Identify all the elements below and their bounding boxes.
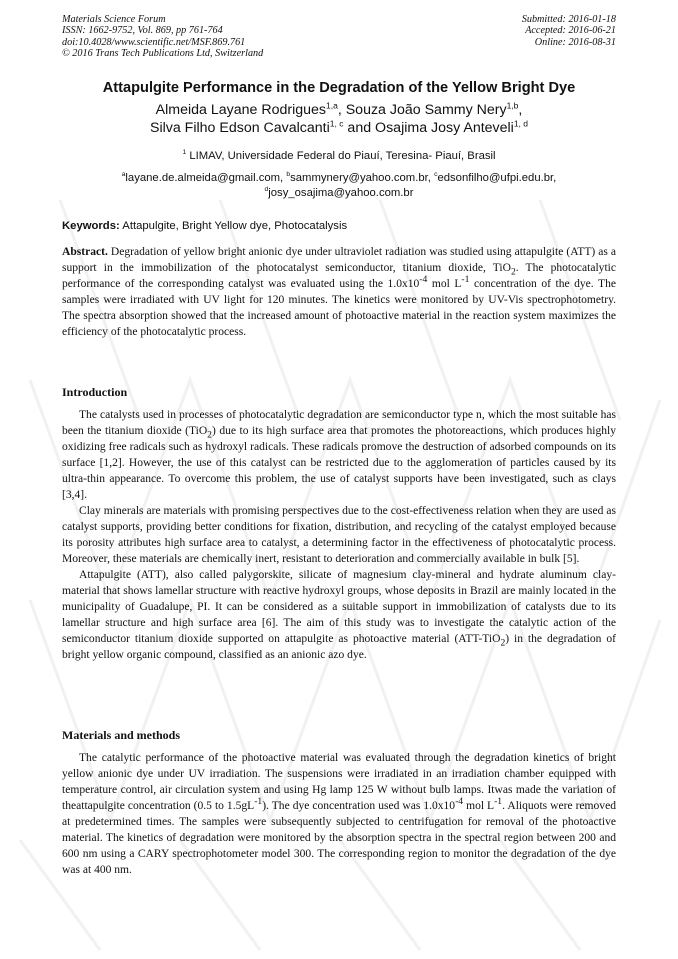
subscript: 2 [207,429,212,441]
author-separator: , [518,102,523,118]
abstract-text: concentration of the dye. The samples were irradiated with UV light for 120 minutes. The kinetics were monitored by UV-Vis spectrophotometry. The spectra absorption showed that the increased amount of photoactive material in the reaction system maximizes the efficiency of the photocatalytic process. [62,278,616,338]
affiliation [0,150,678,162]
introduction-section [62,407,616,663]
section-heading-materials-methods: Materials and methods [62,728,180,742]
paragraph-text: . Aliquots were removed at predetermined times. The samples were subsequently subjected to centrifugation for removal of the photoactive material. The kinetics of degradation were monitored by the absorption spectra in the spectral region between 200 and 600 nm using a CARY spectrophotometer model 300. The corresponding region to monitor the degradation of the dye was at 400 nm. [62,800,616,876]
affil-text: LIMAV, Universidade Federal do Piauí, Teresina- Piauí, Brasil [186,150,496,162]
online-date: Online: 2016-08-31 [534,36,616,48]
abstract-text: Degradation of yellow bright anionic dye under ultraviolet radiation was studied using attapulgite (ATT) as a support in the immobilization of the photocatalyst semiconductor, titanium dioxide, TiO [62,246,616,274]
paragraph-text: The catalytic performance of the photoactive material was evaluated through the degradation kinetics of bright yellow anionic dye under UV irradiation. The suspensions were irradiated in an irradiation chamber equipped with temperature control, air circulation system and using Hg lamp 125 W without bulb lamps. Itwas made the variation of theattapulgite concentration (0.5 to 1.5gL [62,752,616,812]
email-mark: a [121,171,126,179]
methods-section [62,750,616,878]
paragraph [62,407,616,503]
doi-link[interactable]: doi:10.4028/www.scientific.net/MSF.869.761 [62,36,246,48]
paragraph-text: Attapulgite (ATT), also called palygorskite, silicate of magnesium clay-mineral and hydrate aluminum clay-material that shows lamellar structure with reactive hydroxyl groups, whose deposits in Brazil are mainly located in the municipality of Guadalupe, PI. It can be considered as a suitable support in immobilization of catalysts due to its lamellar structure and high surface area [6]. The aim of this study was to investigate the catalytic action of the semiconductor titanium dioxide supported on attapulgite as photoactive material (ATT-TiO [62,569,616,645]
author-name: Silva Filho Edson Cavalcanti [149,120,330,136]
author-affil-mark: 1, d [513,118,529,129]
paragraph-text: ). The dye concentration used was 1.0x10 [262,800,456,812]
keywords-text: Attapulgite, Bright Yellow dye, Photocatalysis [119,220,348,232]
abstract-label: Abstract. [62,246,108,258]
email-link[interactable]: layane.de.almeida@gmail.com, [125,172,287,184]
keywords-label: Keywords: [62,220,120,232]
paragraph-text: ) in the degradation of bright yellow organic compound, classified as an anionic azo dye. [62,633,616,661]
email-mark: c [434,171,438,179]
author-list [0,101,678,137]
author-affil-mark: 1,a [326,100,338,111]
email-link[interactable]: josy_osajima@yahoo.com.br [268,187,414,199]
paragraph [62,750,616,878]
keywords [62,220,616,232]
section-heading-introduction: Introduction [62,385,128,399]
affil-mark: 1 [182,149,187,157]
abstract-text: . The photocatalytic performance of the corresponding catalyst was evaluated using the 1.0x10 [62,262,616,290]
superscript: -1 [461,274,470,286]
journal-name: Materials Science Forum [62,14,166,25]
paragraph-text: ) due to its high surface area that promotes the photoreactions, which produces highly oxidizing free radicals such as hydroxyl radicals. These radicals promove the destruction of adsorbed compounds on its surface [1,2]. However, the use of this catalyst can be restricted due to the agglomeration of particles caused by its ultra-thin appearance. To overcome this problem, the use of catalyst supports have been investigated, such as clays [3,4]. [62,425,616,501]
paragraph [62,567,616,663]
email-mark: b [286,171,291,179]
dates-header [522,14,616,48]
abstract-text: mol L [427,278,462,290]
author-separator: , [337,102,346,118]
superscript: -4 [455,796,464,808]
author-separator: and [343,120,376,136]
email-link[interactable]: edsonfilho@ufpi.edu.br, [437,172,557,184]
author-name: Osajima Josy Anteveli [375,120,514,136]
subscript: 2 [510,266,516,278]
author-affil-mark: 1, c [329,118,344,129]
superscript: -1 [494,796,503,808]
abstract [62,244,616,340]
paper-title: Attapulgite Performance in the Degradation of the Yellow Bright Dye [102,80,576,96]
paragraph-text: The catalysts used in processes of photocatalytic degradation are semiconductor type n, which the most suitable has been the titanium dioxide (TiO [62,409,616,437]
author-name: Almeida Layane Rodrigues [155,102,326,118]
email-list [0,171,678,201]
paragraph-text: mol L [463,800,495,812]
superscript: -1 [254,796,263,808]
author-name: Souza João Sammy Nery [345,102,507,118]
accepted-date: Accepted: 2016-06-21 [525,25,616,37]
journal-issn: ISSN: 1662-9752, Vol. 869, pp 761-764 [62,25,223,37]
paragraph: Clay minerals are materials with promising perspectives due to the cost-effectiveness relation when they are used as catalyst supports, providing better conditions for fixation, distribution, and recycling of the catalyst employed because its porosity attributes high surface area to catalyst, a determining factor in the effectiveness of photocatalytic process. Moreover, these materials are chemically inert, resistant to deterioration and commercially available in bulk [5]. [62,505,616,565]
subscript: 2 [500,637,506,649]
email-mark: d [264,186,269,194]
submitted-date: Submitted: 2016-01-18 [521,14,616,25]
email-link[interactable]: sammynery@yahoo.com.br, [290,172,435,184]
superscript: -4 [419,274,428,286]
author-affil-mark: 1,b [506,100,519,111]
journal-info-header [62,14,263,60]
copyright: © 2016 Trans Tech Publications Ltd, Switzerland [62,48,264,60]
abstract-paragraph [62,244,616,340]
